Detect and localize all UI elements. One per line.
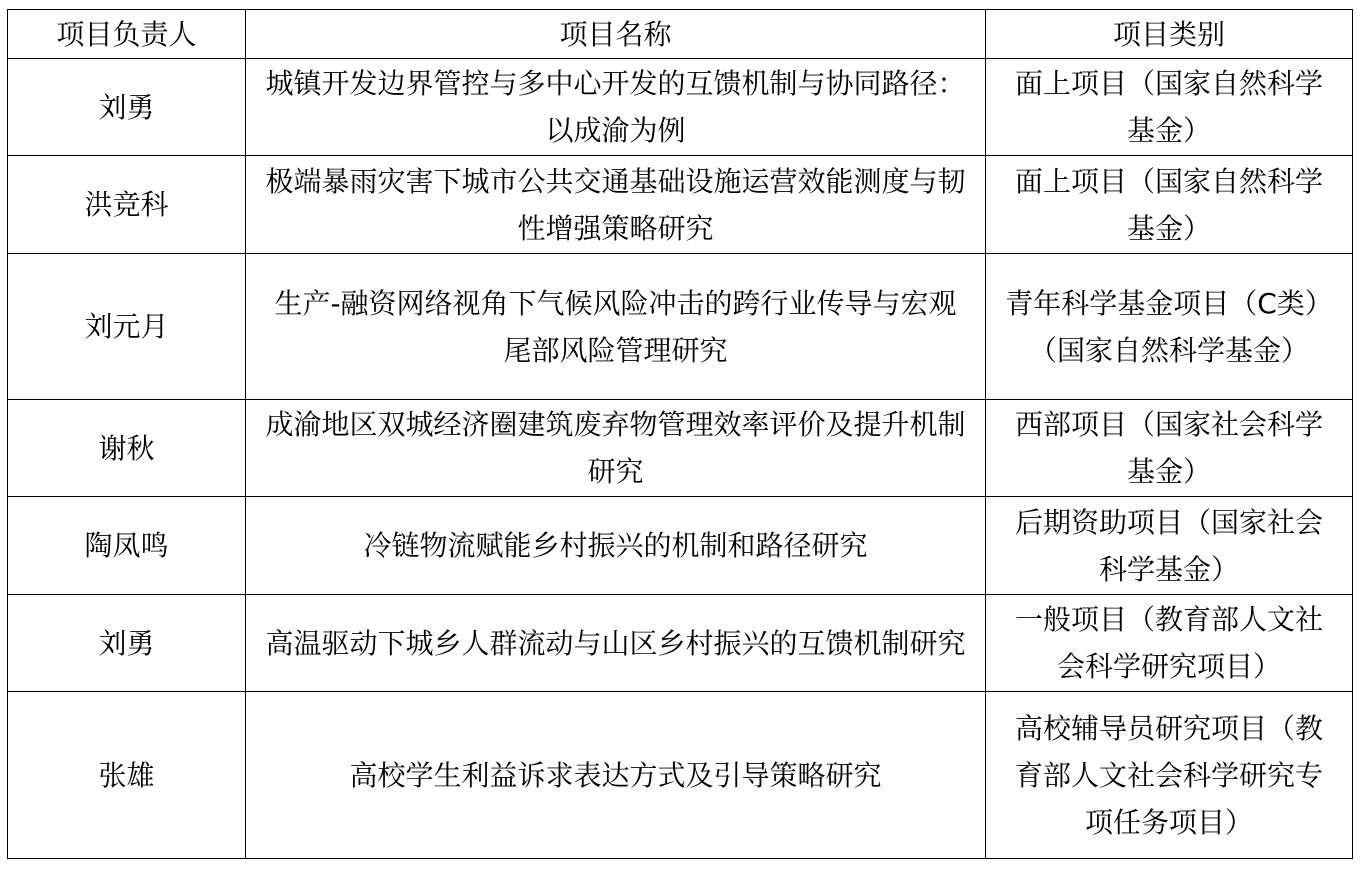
leader-cell: 刘勇	[8, 595, 246, 692]
leader-cell: 陶凤鸣	[8, 497, 246, 595]
table-row	[8, 400, 1353, 497]
leader-cell: 洪竞科	[8, 156, 246, 254]
table-row	[8, 254, 1353, 400]
project-name-cell: 冷链物流赋能乡村振兴的机制和路径研究	[246, 497, 986, 595]
project-name-cell: 生产-融资网络视角下气候风险冲击的跨行业传导与宏观尾部风险管理研究	[246, 254, 986, 400]
leader-cell: 刘元月	[8, 254, 246, 400]
project-name-cell: 成渝地区双城经济圈建筑废弃物管理效率评价及提升机制研究	[246, 400, 986, 497]
project-category-cell: 青年科学基金项目（C类）（国家自然科学基金）	[986, 254, 1353, 400]
header-row	[8, 10, 1353, 59]
leader-cell: 张雄	[8, 692, 246, 859]
project-category-cell: 西部项目（国家社会科学基金）	[986, 400, 1353, 497]
table-row	[8, 692, 1353, 859]
header-project-category: 项目类别	[986, 10, 1353, 59]
project-name-cell: 高温驱动下城乡人群流动与山区乡村振兴的互馈机制研究	[246, 595, 986, 692]
table-row	[8, 595, 1353, 692]
projects-table	[7, 9, 1353, 859]
table-row	[8, 156, 1353, 254]
project-category-cell: 面上项目（国家自然科学基金）	[986, 59, 1353, 156]
project-category-cell: 后期资助项目（国家社会科学基金）	[986, 497, 1353, 595]
project-name-cell: 城镇开发边界管控与多中心开发的互馈机制与协同路径：以成渝为例	[246, 59, 986, 156]
project-name-cell: 高校学生利益诉求表达方式及引导策略研究	[246, 692, 986, 859]
header-project-name: 项目名称	[246, 10, 986, 59]
leader-cell: 谢秋	[8, 400, 246, 497]
leader-cell: 刘勇	[8, 59, 246, 156]
project-category-cell: 高校辅导员研究项目（教育部人文社会科学研究专项任务项目）	[986, 692, 1353, 859]
project-category-cell: 一般项目（教育部人文社会科学研究项目）	[986, 595, 1353, 692]
header-leader: 项目负责人	[8, 10, 246, 59]
table-row	[8, 59, 1353, 156]
table-row	[8, 497, 1353, 595]
project-category-cell: 面上项目（国家自然科学基金）	[986, 156, 1353, 254]
project-name-cell: 极端暴雨灾害下城市公共交通基础设施运营效能测度与韧性增强策略研究	[246, 156, 986, 254]
